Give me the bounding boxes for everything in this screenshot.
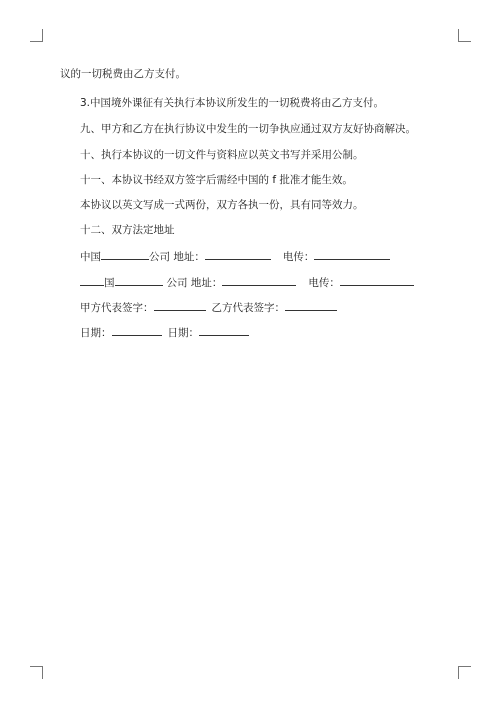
company-address-label: 公司 地址：	[149, 251, 205, 263]
party-b-signature-blank[interactable]	[285, 299, 337, 311]
foreign-fax-label: 电传：	[308, 277, 340, 289]
date-line	[80, 324, 249, 340]
foreign-company-name-blank[interactable]	[115, 274, 163, 286]
company-name-blank[interactable]	[101, 248, 149, 260]
corner-mark-bottom-left	[30, 666, 43, 679]
clause-10-language: 十、执行本协议的一切文件与资料应以英文书写并采用公制。	[80, 149, 364, 161]
foreign-address-blank[interactable]	[222, 274, 296, 286]
clause-9-disputes: 九、甲方和乙方在执行协议中发生的一切争执应通过双方友好协商解决。	[80, 123, 416, 135]
country-label: 国	[104, 277, 115, 289]
country-blank[interactable]	[80, 274, 104, 286]
party-a-signature-label: 甲方代表签字：	[80, 302, 154, 314]
clause-3-overseas-tax: 3.中国境外课征有关执行本协议所发生的一切税费将由乙方支付。	[80, 97, 385, 109]
clause-11-approval: 十一、本协议书经双方签字后需经中国的 f 批准才能生效。	[80, 174, 353, 186]
address-line-foreign	[80, 274, 414, 290]
corner-mark-top-right	[458, 29, 471, 42]
date-b-blank[interactable]	[199, 324, 249, 336]
address-line-china	[80, 248, 390, 264]
fax-label: 电传：	[282, 251, 315, 263]
paragraph-tax-continuation: 议的一切税费由乙方支付。	[60, 68, 186, 80]
foreign-fax-blank[interactable]	[340, 274, 414, 286]
corner-mark-bottom-right	[458, 666, 471, 679]
date-a-label: 日期：	[80, 327, 112, 339]
clause-copies: 本协议以英文写成一式两份，双方各执一份，具有同等效力。	[80, 199, 364, 211]
signature-line	[80, 299, 337, 315]
date-b-label: 日期：	[167, 327, 199, 339]
address-blank[interactable]	[205, 248, 271, 260]
date-a-blank[interactable]	[112, 324, 162, 336]
clause-12-addresses: 十二、双方法定地址	[80, 224, 175, 236]
party-a-signature-blank[interactable]	[154, 299, 206, 311]
corner-mark-top-left	[30, 29, 43, 42]
party-b-signature-label: 乙方代表签字：	[211, 302, 285, 314]
china-prefix-label: 中国	[80, 251, 101, 263]
fax-blank[interactable]	[314, 248, 390, 260]
foreign-company-address-label: 公司 地址：	[166, 277, 223, 289]
